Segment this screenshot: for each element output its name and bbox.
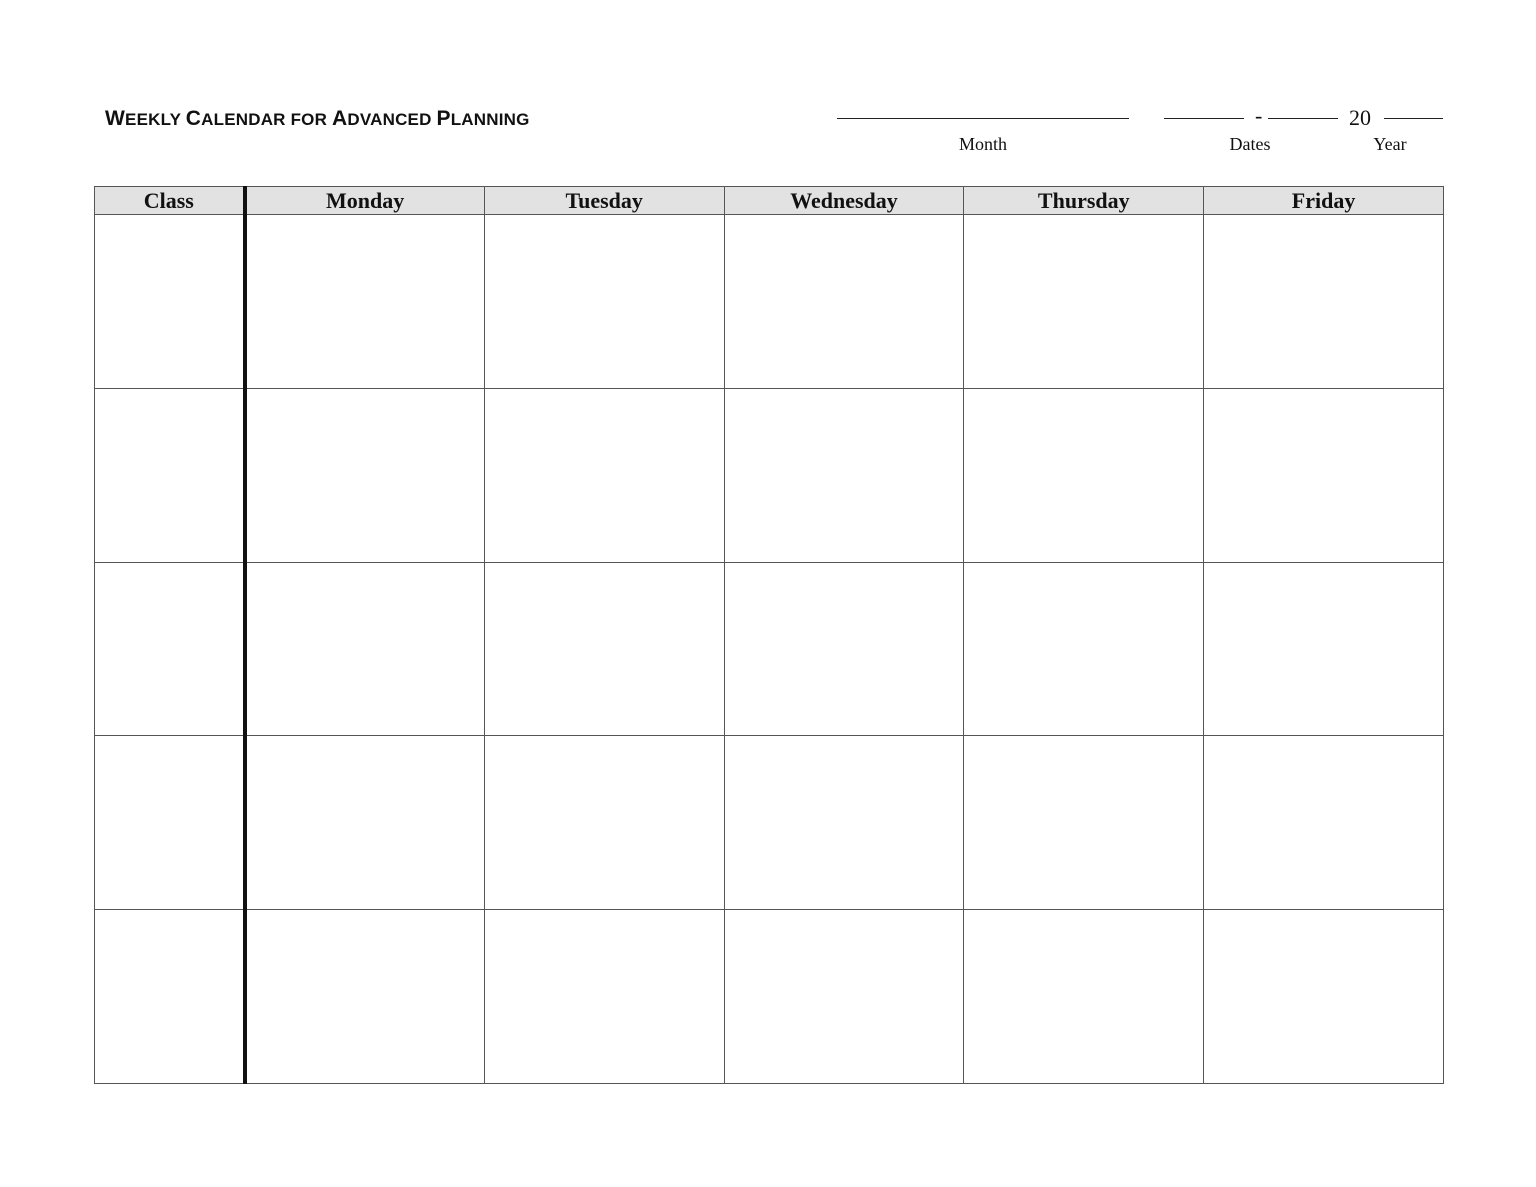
thursday-cell[interactable] xyxy=(964,388,1204,562)
class-cell[interactable] xyxy=(95,562,245,736)
monday-cell[interactable] xyxy=(245,215,485,389)
month-label: Month xyxy=(958,134,1007,154)
title-part: LANNING xyxy=(450,110,530,129)
column-header-class: Class xyxy=(95,187,245,215)
title-part: EEKLY xyxy=(125,110,186,129)
title-part: W xyxy=(105,107,126,130)
monday-cell[interactable] xyxy=(245,910,485,1084)
month-field[interactable] xyxy=(837,118,1129,119)
header-row xyxy=(95,187,1444,215)
tuesday-cell[interactable] xyxy=(484,736,724,910)
year-prefix: 20 xyxy=(1349,105,1371,130)
class-cell[interactable] xyxy=(95,910,245,1084)
friday-cell[interactable] xyxy=(1204,910,1444,1084)
wednesday-cell[interactable] xyxy=(724,215,964,389)
thursday-cell[interactable] xyxy=(964,562,1204,736)
wednesday-cell[interactable] xyxy=(724,910,964,1084)
column-header-thursday: Thursday xyxy=(964,187,1204,215)
end-date-field[interactable] xyxy=(1268,118,1338,119)
table-row xyxy=(95,736,1444,910)
year-field[interactable] xyxy=(1384,118,1443,119)
wednesday-cell[interactable] xyxy=(724,736,964,910)
page-title xyxy=(105,106,530,133)
friday-cell[interactable] xyxy=(1204,562,1444,736)
friday-cell[interactable] xyxy=(1204,736,1444,910)
weekly-calendar-table xyxy=(94,186,1444,1084)
table-row xyxy=(95,562,1444,736)
title-part: P xyxy=(436,107,451,130)
tuesday-cell[interactable] xyxy=(484,388,724,562)
monday-cell[interactable] xyxy=(245,736,485,910)
title-part: DVANCED xyxy=(347,110,437,129)
column-header-monday: Monday xyxy=(245,187,485,215)
dates-label: Dates xyxy=(1229,134,1271,154)
tuesday-cell[interactable] xyxy=(484,215,724,389)
monday-cell[interactable] xyxy=(245,388,485,562)
table-row xyxy=(95,910,1444,1084)
start-date-field[interactable] xyxy=(1164,118,1244,119)
thursday-cell[interactable] xyxy=(964,910,1204,1084)
wednesday-cell[interactable] xyxy=(724,388,964,562)
dates-separator: - xyxy=(1255,103,1263,128)
tuesday-cell[interactable] xyxy=(484,562,724,736)
title-part: ALENDAR FOR xyxy=(201,110,332,129)
title-part: A xyxy=(331,107,348,130)
column-header-wednesday: Wednesday xyxy=(724,187,964,215)
table-row xyxy=(95,215,1444,389)
class-cell[interactable] xyxy=(95,388,245,562)
table-row xyxy=(95,388,1444,562)
monday-cell[interactable] xyxy=(245,562,485,736)
friday-cell[interactable] xyxy=(1204,215,1444,389)
title-part: C xyxy=(185,107,202,130)
class-cell[interactable] xyxy=(95,215,245,389)
tuesday-cell[interactable] xyxy=(484,910,724,1084)
year-label: Year xyxy=(1373,134,1407,154)
wednesday-cell[interactable] xyxy=(724,562,964,736)
column-header-tuesday: Tuesday xyxy=(484,187,724,215)
thursday-cell[interactable] xyxy=(964,736,1204,910)
class-cell[interactable] xyxy=(95,736,245,910)
column-header-friday: Friday xyxy=(1204,187,1444,215)
thursday-cell[interactable] xyxy=(964,215,1204,389)
friday-cell[interactable] xyxy=(1204,388,1444,562)
